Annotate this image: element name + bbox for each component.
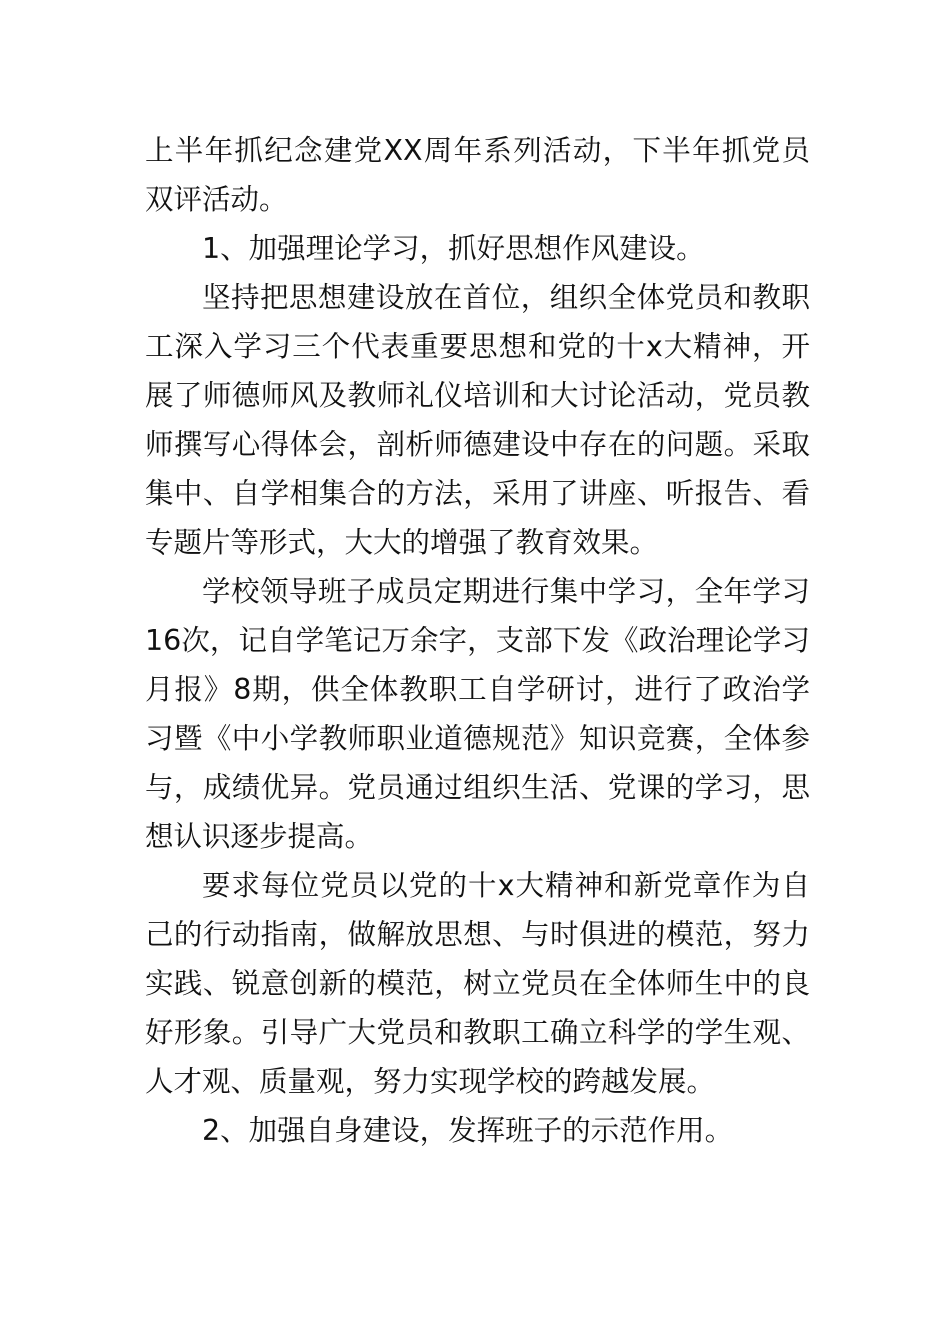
paragraph-thought-building: 坚持把思想建设放在首位，组织全体党员和教职工深入学习三个代表重要思想和党的十x大精神，开展了师德师风及教师礼仪培训和大讨论活动，党员教师撰写心得体会，剖析师德建设中存在的问题。采取集中、自学相集合的方法，采用了讲座、听报告、看专题片等形式，大大的增强了教育效果。	[145, 281, 810, 559]
section-heading-1: 1、加强理论学习，抓好思想作风建设。	[202, 232, 705, 265]
paragraph-party-members: 要求每位党员以党的十x大精神和新党章作为自己的行动指南，做解放思想、与时俱进的模范，努力实践、锐意创新的模范，树立党员在全体师生中的良好形象。引导广大党员和教职工确立科学的学生观、人才观、质量观，努力实现学校的跨越发展。	[145, 869, 810, 1098]
paragraph-leadership-study: 学校领导班子成员定期进行集中学习，全年学习16次，记自学笔记万余字，支部下发《政治理论学习月报》8期，供全体教职工自学研讨，进行了政治学习暨《中小学教师职业道德规范》知识竞赛，全体参与，成绩优异。党员通过组织生活、党课的学习，思想认识逐步提高。	[145, 575, 810, 853]
document-body	[145, 126, 810, 1155]
section-heading-2: 2、加强自身建设，发挥班子的示范作用。	[202, 1114, 734, 1147]
paragraph-continuation: 上半年抓纪念建党XX周年系列活动，下半年抓党员双评活动。	[145, 134, 810, 216]
